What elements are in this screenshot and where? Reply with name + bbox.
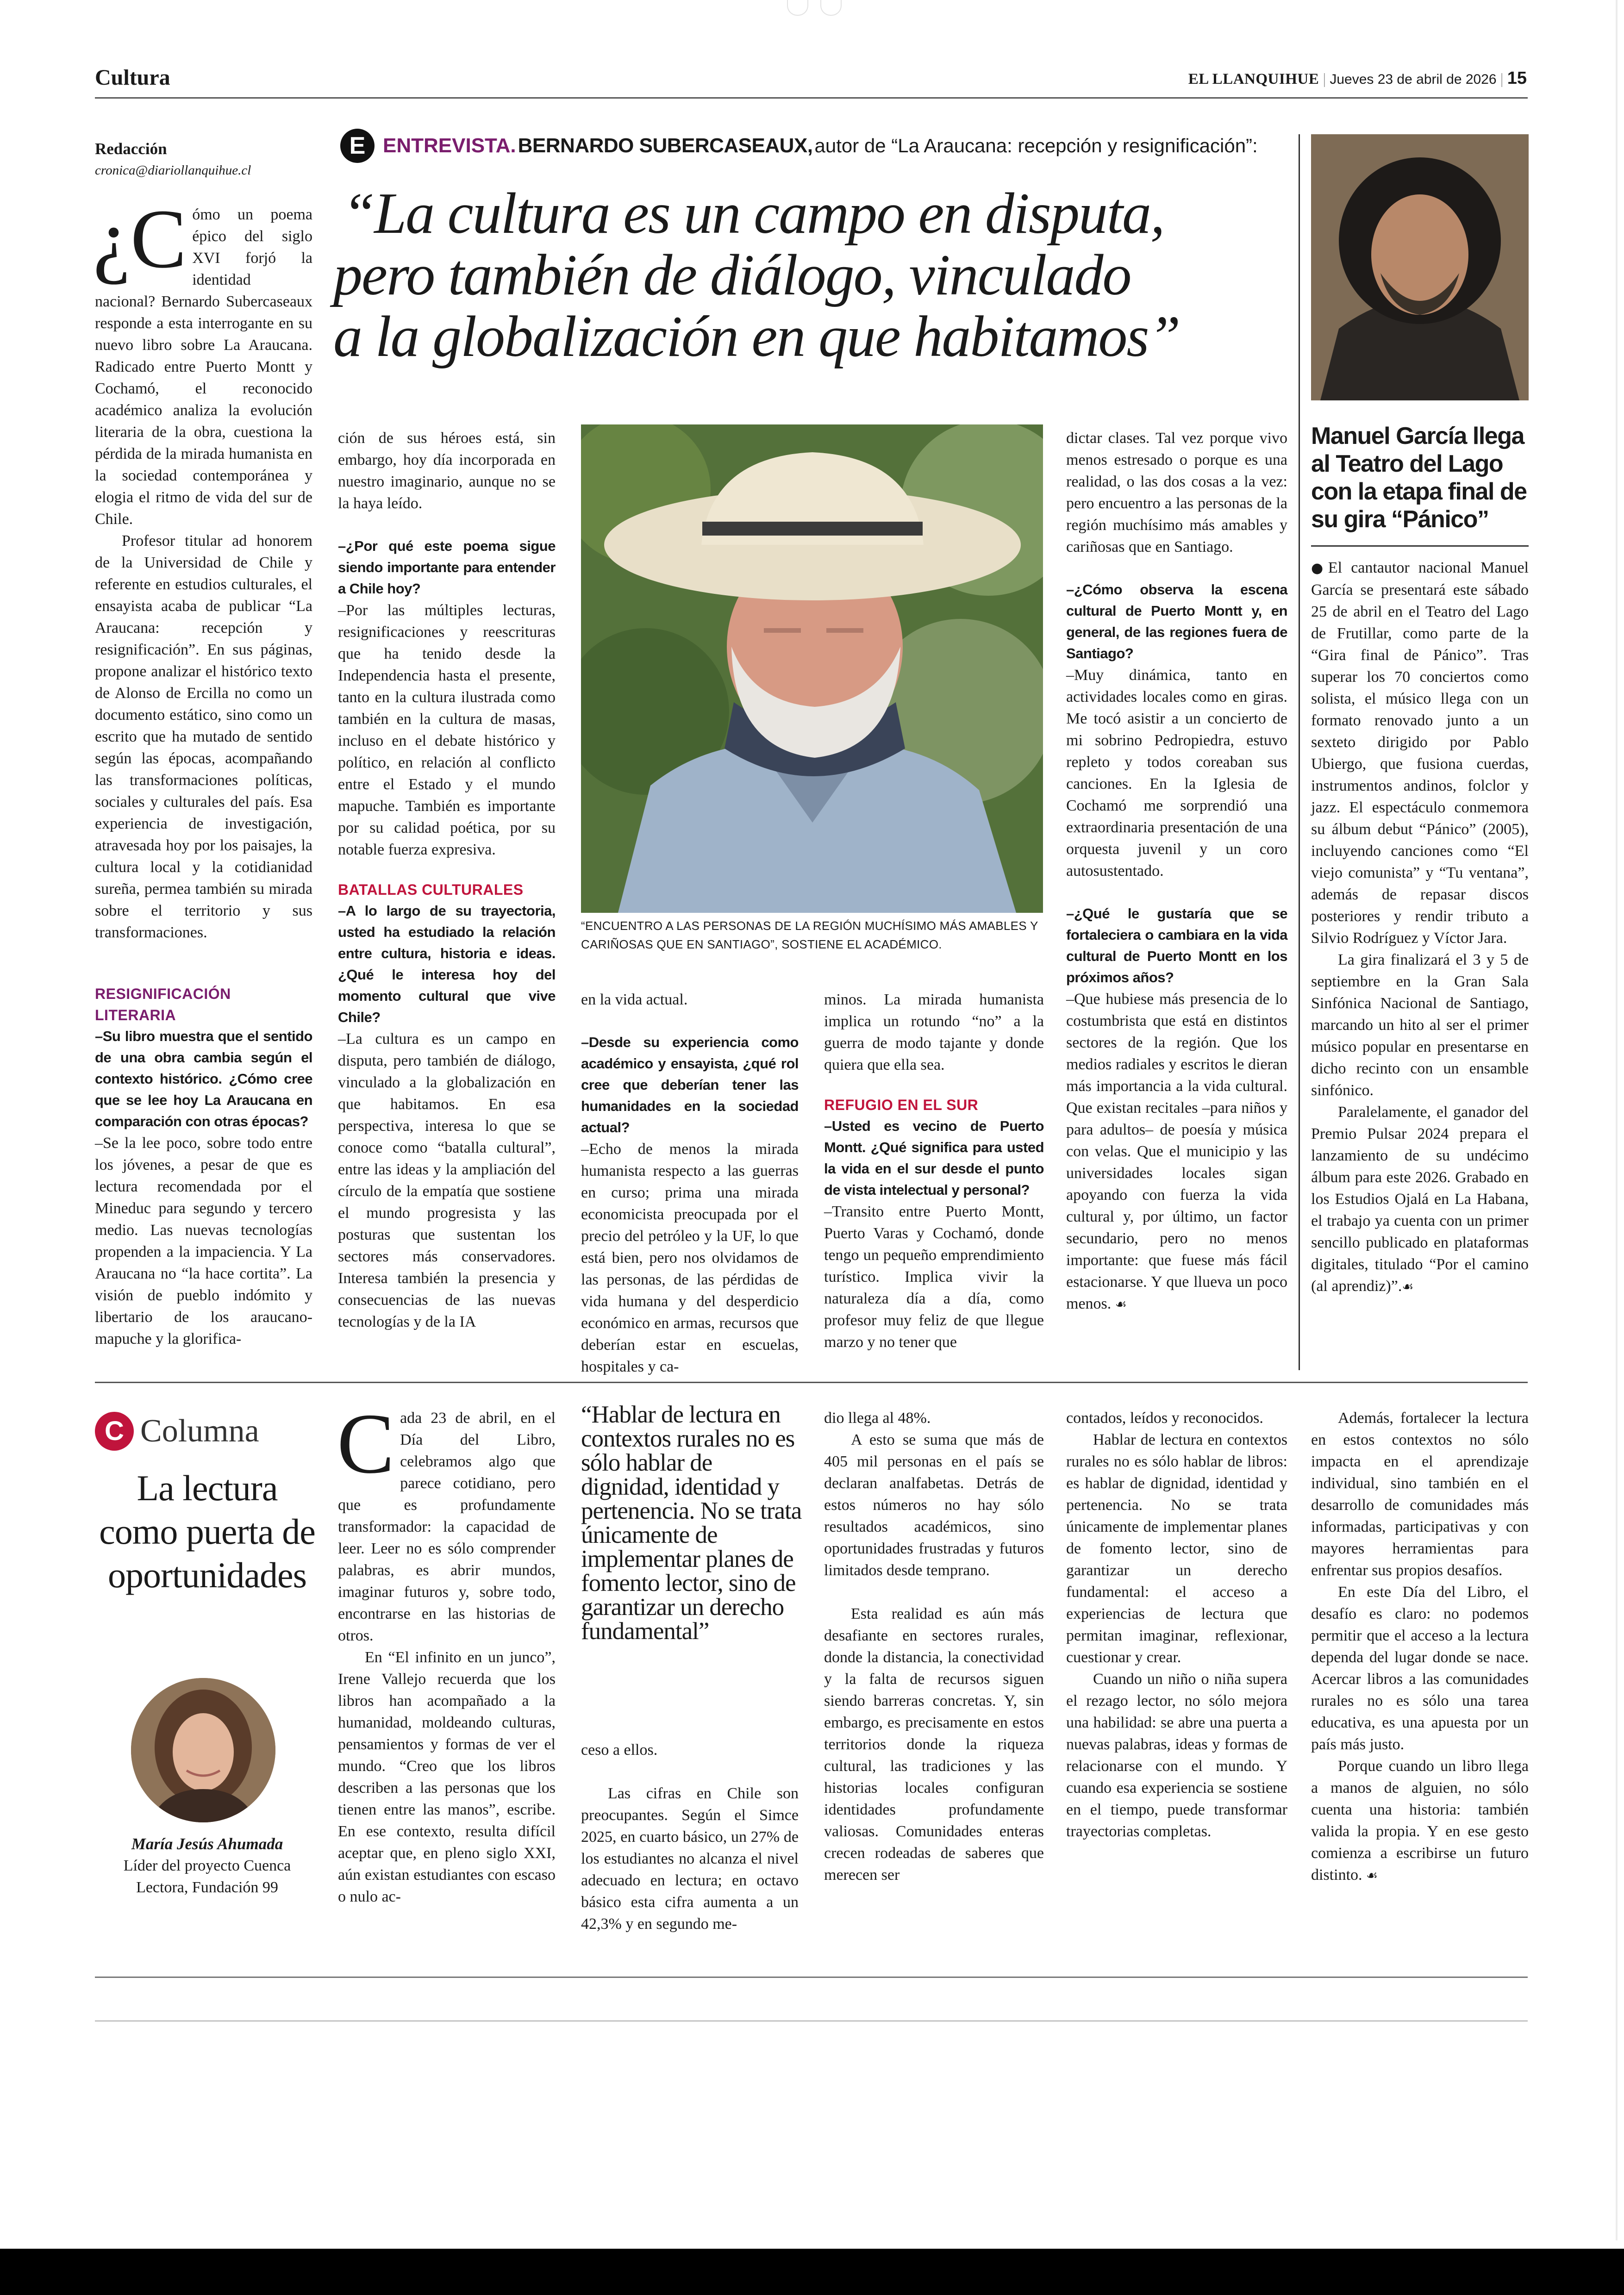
column-paragraph: Porque cuando un libro llega a manos de alguien, no sólo cuenta una historia: también valida la propia. Y en ese gesto comienza a escribirse un futuro distinto. ☙ xyxy=(1311,1758,1529,1883)
interview-answer: –Que hubiese más presencia de lo costumbrista que está en distintos sectores de la región. Que los medios radiales y escritos le dieran más importancia a la vida cultural. Que existan recitales –para niños y para adultos– de poesía y música con velas. Que el municipio y las universidades locales sigan apoyando con fuerza la vida cultural y, por último, un factor secundario, pero no menos importante: que fuese más fácil estacionarse. Y que llueva un poco menos. ☙ xyxy=(1066,991,1287,1312)
column-badge-icon: C xyxy=(95,1412,134,1451)
interview-kicker xyxy=(340,129,1258,166)
subhead-batallas: BATALLAS CULTURALES xyxy=(338,881,524,898)
photo-caption: “ENCUENTRO A LAS PERSONAS DE LA REGIÓN MUCHÍSIMO MÁS AMABLES Y CARIÑOSAS QUE EN SANTIAGO”, SOSTIENE EL ACADÉMICO. xyxy=(581,919,1038,951)
interview-answer: minos. La mirada humanista implica un rotundo “no” a la guerra de modo tajante y donde quiera que ella sea. xyxy=(824,991,1044,1073)
column-paragraph: Además, fortalecer la lectura en estos contextos no sólo impacta en el aprendizaje individual, sino también en el desarrollo de comunidades más informadas, participativas y con mayores herramientas para enfrentar sus propios desafíos. xyxy=(1311,1409,1529,1579)
column-paragraph: A esto se suma que más de 405 mil personas en el país se declaran analfabetas. Detrás de estos números no hay sólo resultados académicos, sino oportunidades frustradas y futuros limitados desde temprano. xyxy=(824,1431,1044,1579)
columnist-avatar xyxy=(131,1678,275,1822)
interview-question: –¿Qué le gustaría que se fortaleciera o cambiara en la vida cultural de Puerto Montt en los próximos años? xyxy=(1066,905,1287,985)
article-col-5 xyxy=(1066,427,1287,1315)
column-paragraph: ceso a ellos. xyxy=(581,1741,658,1759)
next-page-icon[interactable] xyxy=(820,0,842,16)
screen-bottom-bar xyxy=(0,2249,1624,2295)
column-title: La lectura como puerta de oportunidades xyxy=(99,1468,315,1595)
column-paragraph: Esta realidad es aún más desafiante en sectores rurales, donde la distancia, la conectividad y la falta de recursos siguen siendo barreras concretas. Y, sin embargo, es precisamente en estos territorios donde la riqueza cultural, las tradiciones y las historias locales configuran identidades profundamente valiosas. Comunidades enteras crecen rodeadas de saberes que merecen ser xyxy=(824,1605,1044,1883)
column-paragraph: Las cifras en Chile son preocupantes. Según el Simce 2025, en cuarto básico, un 27% de los estudiantes no alcanza el nivel adecuado en lectura; en octavo básico esta cifra aumenta a un 42,3% y en segundo me- xyxy=(581,1785,799,1933)
byline-email: cronica@diariollanquihue.cl xyxy=(95,163,251,178)
sidebar-paragraph: ●El cantautor nacional Manuel García se presentará este sábado 25 de abril en el Teatro del Lago de Frutillar, como parte de la “Gira final de Pánico”. Tras superar los 70 conciertos como solista, el músico llega con un formato renovado junto a un sexteto dirigido por Pablo Ubiergo, que fusiona cuerdas, instrumentos andinos, folclor y jazz. El espectáculo conmemora su álbum debut “Pánico” (2005), incluyendo canciones como “El viejo comunista” y “Tu ventana”, además de repasar discos posteriores y rendir tributo a Silvio Rodríguez y Víctor Jara. xyxy=(1311,559,1529,947)
woman-portrait-icon xyxy=(131,1678,275,1822)
column-col-3 xyxy=(824,1407,1044,1886)
masthead-info: EL LLANQUIHUE | Jueves 23 de abril de 2026 | 15 xyxy=(1188,69,1527,88)
columnist-role: Líder del proyecto Cuenca Lectora, Fundación 99 xyxy=(123,1857,291,1896)
article-col-1 xyxy=(93,193,312,1350)
sidebar-title-rule xyxy=(1311,545,1529,547)
article-col-3 xyxy=(581,989,799,1378)
interview-answer: –Se la lee poco, sobre todo entre los jóvenes, a pesar de que es lectura recomendada por el Mineduc para segundo y tercero medio. Las nuevas tecnologías propenden a la impaciencia. Y La Araucana no “la hace cortita”. La visión de pueblo indómito y libertario de los araucano-mapuche y la glorifica- xyxy=(95,1135,312,1347)
column-paragraph: Cuando un niño o niña supera el rezago lector, no sólo mejora una habilidad: se abre una puerta a nuevas palabras, ideas y formas de relacionarse con el mundo. Y cuando esa experiencia se sostiene en el tiempo, puede transformar trayectorias completas. xyxy=(1066,1671,1287,1840)
article-lead-paragraph: ¿C ómo un poema épico del siglo XVI forjó la identidad nacional? Bernardo Subercaseaux responde a esta interrogante en su nuevo libro sobre La Araucana. Radicado entre Puerto Montt y Cochamó, el reconocido académico analiza la evolución literaria de la obra, cuestiona la pérdida de la mirada humanista en la sociedad contemporánea y elogia el ritmo de vida del sur de Chile. xyxy=(93,193,312,528)
column-label: C Columna xyxy=(95,1412,259,1451)
column-col-2 xyxy=(581,1739,799,1935)
headline-line-2: pero también de diálogo, vinculado xyxy=(333,243,1131,307)
man-with-hat-icon xyxy=(581,424,1043,913)
article-paragraph: Profesor titular ad honorem de la Universidad de Chile y referente en estudios culturales, el ensayista acaba de publicar “La Araucana: recepción y resignificación”. En sus páginas, propone analizar el histórico texto de Alonso de Ercilla no como un documento estático, sino como un escrito que ha mutado de sentido según las épocas, acompañando las transformaciones políticas, sociales y culturales del país. Esa experiencia de investigación, atravesada hoy por los paisajes, la cultura local y la cotidianidad sureña, permea también su mirada sobre el territorio y sus transformaciones. xyxy=(95,532,312,941)
article-col-4 xyxy=(824,989,1044,1353)
sidebar-title: Manuel García llega al Teatro del Lago con la etapa final de su gira “Pánico” xyxy=(1311,423,1527,533)
subhead-resignificacion: RESIGNIFICACIÓN LITERARIA xyxy=(95,985,231,1023)
column-pullquote: “Hablar de lectura en contextos rurales no es sólo hablar de dignidad, identidad y pertenencia. No se trata únicamente de implementar planes de fomento lector, sino de garantizar un derecho fundamental” xyxy=(581,1401,802,1645)
column-col-1 xyxy=(337,1396,556,1908)
headline-line-3: a la globalización en que habitamos” xyxy=(333,305,1180,369)
interview-question: –A lo largo de su trayectoria, usted ha estudiado la relación entre cultura, historia e ideas. ¿Qué le interesa hoy del momento cultural que vive Chile? xyxy=(338,903,556,1025)
sidebar-paragraph: Paralelamente, el ganador del Premio Pulsar 2024 prepara el lanzamiento de su undécimo álbum para este 2026. Grabado en los Estudios Ojalá en La Habana, el trabajo ya cuenta con un primer sencillo publicado en plataformas digitales, titulado “Por el camino (al aprendiz)”.☙ xyxy=(1311,1104,1529,1295)
byline-author: Redacción xyxy=(95,140,167,158)
issue-date: Jueves 23 de abril de 2026 xyxy=(1330,72,1497,87)
column-paragraph: contados, leídos y reconocidos. xyxy=(1066,1409,1263,1427)
interview-question: –Usted es vecino de Puerto Montt. ¿Qué significa para usted la vida en el sur desde el punto de vista intelectual y personal? xyxy=(824,1118,1044,1198)
column-paragraph: dio llega al 48%. xyxy=(824,1409,931,1427)
interview-answer: dictar clases. Tal vez porque vivo menos estresado o porque es una realidad, o las dos cosas a la vez: pero encuentro a las personas de la región muchísimo más amables y cariñosas que en Santiago. xyxy=(1066,430,1287,555)
kicker-rest: autor de “La Araucana: recepción y resignificación”: xyxy=(814,135,1258,156)
article-dropcap: ¿C xyxy=(93,193,187,286)
interview-answer: –La cultura es un campo en disputa, pero también de diálogo, vinculado a la globalización en que habitamos. En esa perspectiva, interesa lo que se conoce como “batalla cultural”, entre las ideas y la ampliación del círculo de la empatía que sostiene el mundo progresista y las posturas que sustentan los sectores más conservadores. Interesa también la presencia y consecuencias de las nuevas tecnologías y de la IA xyxy=(338,1030,556,1330)
headline-line-1: “La cultura es un campo en disputa, xyxy=(343,181,1164,246)
subhead-refugio: REFUGIO EN EL SUR xyxy=(824,1097,979,1113)
interview-answer: en la vida actual. xyxy=(581,991,688,1008)
kicker-name: BERNARDO SUBERCASEAUX, xyxy=(518,134,813,157)
page-number: 15 xyxy=(1507,69,1527,88)
interview-answer: –Muy dinámica, tanto en actividades locales como en giras. Me tocó asistir a un concierto de mi sobrino Pedropiedra, estuvo repleto y todos coreaban sus canciones. En la Iglesia de Cochamó me sorprendió una extraordinaria presentación de una orquesta juvenil y un coro autosustentado. xyxy=(1066,667,1287,879)
column-col-4 xyxy=(1066,1407,1287,1842)
interview-question: –Desde su experiencia como académico y ensayista, ¿qué rol cree que deberían tener las humanidades en la sociedad actual? xyxy=(581,1034,799,1135)
column-section-rule xyxy=(95,1382,1528,1383)
headline xyxy=(333,183,1305,368)
end-mark-icon: ☙ xyxy=(1402,1279,1414,1294)
page-edge xyxy=(1616,0,1618,2240)
sidebar-body xyxy=(1311,557,1529,1297)
column-paragraph: En “El infinito en un junco”, Irene Vallejo recuerda que los libros han acompañado a la humanidad, moldeando culturas, pensamientos y formas de ver el mundo. “Creo que los libros describen a las personas que los tienen entre las manos”, escribe. En ese contexto, resulta difícil aceptar que, en pleno siglo XXI, aún existan estudiantes con escaso o nulo ac- xyxy=(338,1649,556,1905)
interview-question: –¿Cómo observa la escena cultural de Puerto Montt y, en general, de las regiones fuera de Santiago? xyxy=(1066,581,1287,661)
header-rule xyxy=(95,97,1528,99)
end-mark-icon: ☙ xyxy=(1115,1297,1127,1312)
bottom-rule-1 xyxy=(95,1977,1528,1978)
singer-portrait-icon xyxy=(1311,134,1529,400)
section-label: Cultura xyxy=(95,65,170,90)
prev-page-icon[interactable] xyxy=(787,0,808,16)
columnist-name: María Jesús Ahumada xyxy=(131,1835,283,1853)
interviewee-photo xyxy=(581,424,1043,913)
kicker-label: ENTREVISTA. xyxy=(383,134,516,157)
interview-answer: ción de sus héroes está, sin embargo, hoy día incorporada en nuestro imaginario, aunque no se la haya leído. xyxy=(338,430,556,512)
newspaper-name: EL LLANQUIHUE xyxy=(1188,71,1319,87)
column-paragraph: Hablar de lectura en contextos rurales no es sólo hablar de libros: es hablar de dignidad, identidad y pertenencia. No se trata únicamente de implementar planes de fomento lector, sino de garantizar un derecho fundamental: el acceso a experiencias de lectura que permitan imaginar, reflexionar, cuestionar y crear. xyxy=(1066,1431,1287,1666)
sidebar-paragraph: La gira finalizará el 3 y 5 de septiembre en la Gran Sala Sinfónica Nacional de Santiago, marcando un hito al ser el primer músico popular en presentarse en dicho recinto con un ensamble sinfónico. xyxy=(1311,951,1529,1099)
interview-answer: –Por las múltiples lecturas, resignificaciones y reescrituras que ha tenido desde la Independencia hasta el presente, tanto en la cultura ilustrada como también en la cultura de masas, incluso en el debate histórico y político, en relación al conflicto entre el Estado y el mundo mapuche. También es importante por su calidad poética, por su notable fuerza expresiva. xyxy=(338,602,556,858)
bullet-icon: ● xyxy=(1311,560,1328,576)
column-col-5 xyxy=(1311,1407,1529,1886)
interview-question: –¿Por qué este poema sigue siendo importante para entender a Chile hoy? xyxy=(338,538,556,597)
column-paragraph: En este Día del Libro, el desafío es claro: no podemos permitir que el acceso a la lectura dependa del lugar donde se nace. Acercar libros a las comunidades rurales no es sólo una tarea educativa, es una apuesta por un país más justo. xyxy=(1311,1584,1529,1753)
interview-badge-icon: E xyxy=(340,129,375,163)
interview-answer: –Transito entre Puerto Montt, Puerto Varas y Cochamó, donde tengo un pequeño emprendimiento turístico. Implica vivir la naturaleza día a día, como profesor muy feliz de que llegue marzo y no tener que xyxy=(824,1203,1044,1351)
manuel-garcia-photo xyxy=(1311,134,1529,400)
interview-answer: –Echo de menos la mirada humanista respecto a las guerras en curso; prima una mirada economicista preocupada por el precio del petróleo y la UF, lo que está bien, pero nos olvidamos de las personas, de las pérdidas de vida humana y del desperdicio económico en armas, recursos que deberían estar en escuelas, hospitales y ca- xyxy=(581,1141,799,1375)
column-dropcap: C xyxy=(337,1396,395,1491)
article-col-2 xyxy=(338,427,556,1333)
interview-question: –Su libro muestra que el sentido de una obra cambia según el contexto histórico. ¿Cómo cree que se lee hoy La Araucana en comparación con otras épocas? xyxy=(95,1028,312,1129)
column-paragraph: Cada 23 de abril, en el Día del Libro, celebramos algo que parece cotidiano, pero que es profundamente transformador: la capacidad de leer. Leer no es sólo comprender palabras, es abrir mundos, imaginar futuros y, sobre todo, encontrarse en las historias de otros. xyxy=(337,1396,556,1644)
end-mark-icon: ☙ xyxy=(1366,1868,1378,1883)
sidebar-divider xyxy=(1299,134,1300,1370)
